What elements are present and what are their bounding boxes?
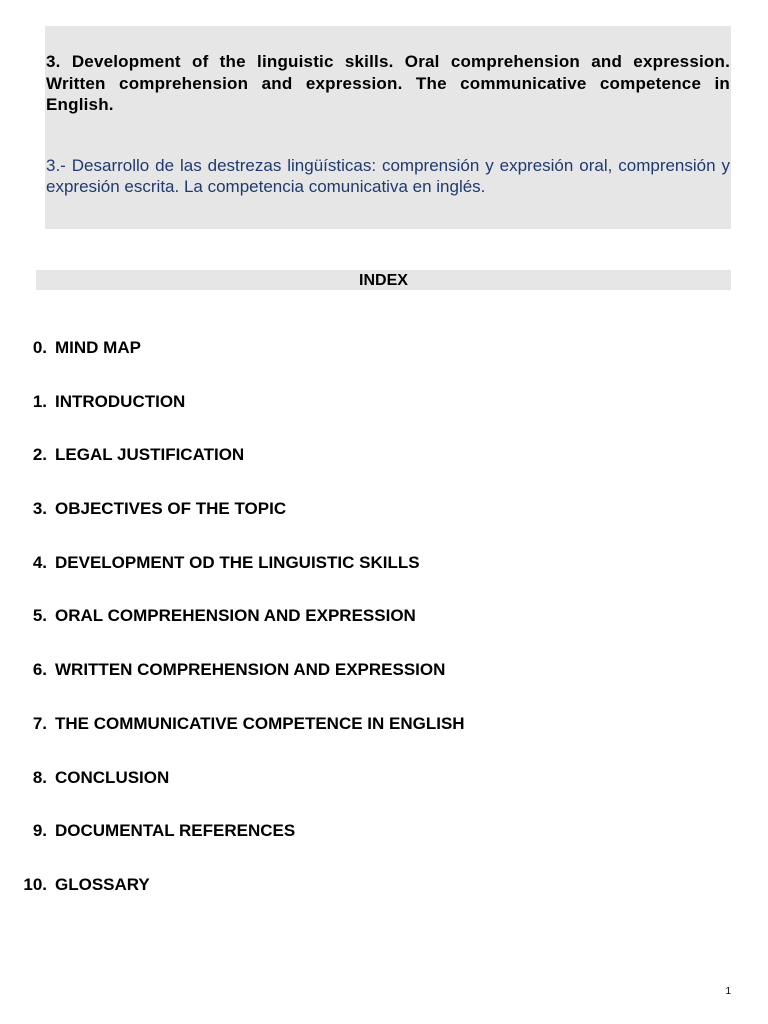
toc-item-label: DEVELOPMENT OD THE LINGUISTIC SKILLS <box>55 552 420 572</box>
toc-item-label: INTRODUCTION <box>55 391 186 411</box>
toc-item-number: 4. <box>32 552 47 572</box>
page-number: 1 <box>725 986 731 997</box>
toc-item-number: 6. <box>32 660 47 680</box>
toc-item <box>0 391 768 445</box>
toc-item-label: ORAL COMPREHENSION AND EXPRESSION <box>55 606 416 626</box>
toc-item-number: 1. <box>32 391 47 411</box>
toc-item-label: CONCLUSION <box>55 767 170 787</box>
toc-item <box>0 605 768 659</box>
toc-item-label: THE COMMUNICATIVE COMPETENCE IN ENGLISH <box>55 713 465 733</box>
toc-item <box>0 444 768 498</box>
toc-item-number: 9. <box>32 821 47 841</box>
toc-item-label: OBJECTIVES OF THE TOPIC <box>55 499 287 519</box>
toc-item <box>0 337 768 391</box>
toc-item-label: LEGAL JUSTIFICATION <box>55 445 245 465</box>
english-topic-title: 3. Development of the linguistic skills. Oral comprehension and expression. Written comprehension and expression. The communicative competence in English. <box>46 52 730 114</box>
index-heading: INDEX <box>36 270 731 290</box>
toc-item <box>0 552 768 606</box>
toc-item-number: 8. <box>32 767 47 787</box>
toc-item <box>0 820 768 874</box>
toc-item <box>0 767 768 821</box>
spanish-topic-title: 3.- Desarrollo de las destrezas lingüísticas: comprensión y expresión oral, comprensión y expresión escrita. La competencia comunicativa en inglés. <box>46 155 730 196</box>
toc-item-number: 10. <box>23 874 47 894</box>
toc-item <box>0 874 768 928</box>
topic-title-box <box>45 26 731 229</box>
toc-item-number: 5. <box>32 606 47 626</box>
toc-item-label: DOCUMENTAL REFERENCES <box>55 821 296 841</box>
toc-item-label: GLOSSARY <box>55 874 150 894</box>
toc-item <box>0 498 768 552</box>
toc-item <box>0 659 768 713</box>
toc-item-label: MIND MAP <box>55 338 141 357</box>
toc-item-label: WRITTEN COMPREHENSION AND EXPRESSION <box>55 660 446 680</box>
toc-item-number: 7. <box>32 713 47 733</box>
toc-item-number: 3. <box>32 499 47 519</box>
toc-item-number: 2. <box>32 445 47 465</box>
toc-item <box>0 713 768 767</box>
toc-item-number: 0. <box>32 338 47 357</box>
table-of-contents <box>0 337 768 928</box>
